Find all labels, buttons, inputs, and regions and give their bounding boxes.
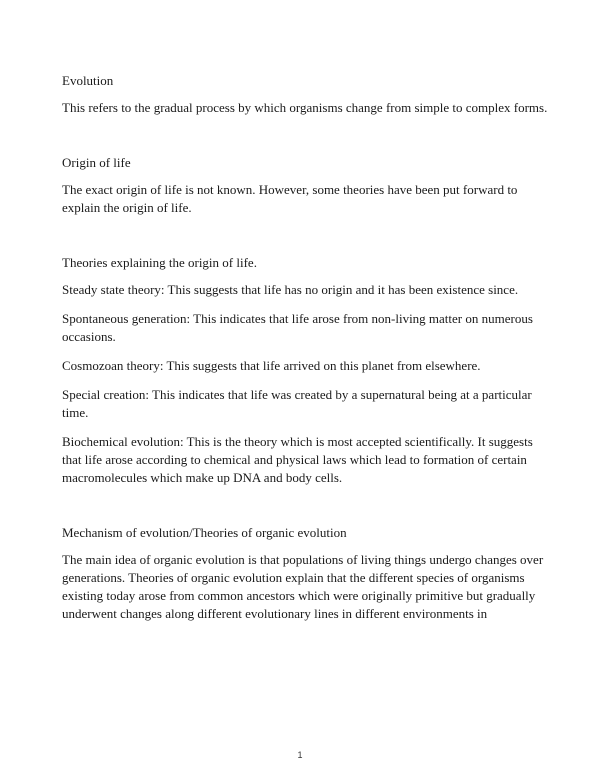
section-heading: Mechanism of evolution/Theories of organic evolution xyxy=(62,525,347,540)
paragraph-cosmozoan: Cosmozoan theory: This suggests that life arrived on this planet from elsewhere. xyxy=(62,358,481,373)
section-evolution xyxy=(62,72,548,117)
section-spacer xyxy=(62,498,548,524)
paragraph-steady-state: Steady state theory: This suggests that life has no origin and it has been existence since. xyxy=(62,282,519,297)
paragraph: The exact origin of life is not known. However, some theories have been put forward to explain the origin of life. xyxy=(62,182,518,215)
section-spacer xyxy=(62,128,548,154)
section-heading: Origin of life xyxy=(62,155,131,170)
paragraph-biochemical-evolution: Biochemical evolution: This is the theory which is most accepted scientifically. It suggests that life arose according to chemical and physical laws which lead to formation of certain macromolecules which make up DNA and body cells. xyxy=(62,434,533,485)
page-number: 1 xyxy=(297,750,303,760)
section-spacer xyxy=(62,228,548,254)
section-mechanism-of-evolution xyxy=(62,524,548,623)
paragraph-spontaneous-generation: Spontaneous generation: This indicates that life arose from non-living matter on numerous occasions. xyxy=(62,311,533,344)
paragraph: The main idea of organic evolution is that populations of living things undergo changes over generations. Theories of organic evolution explain that the different species of organisms existing today arose from common ancestors which were originally primitive but gradually underwent changes along different evolutionary lines in different environments in xyxy=(62,552,544,621)
document-page xyxy=(62,72,548,634)
paragraph: This refers to the gradual process by which organisms change from simple to complex forms. xyxy=(62,100,548,115)
section-heading: Theories explaining the origin of life. xyxy=(62,255,257,270)
section-heading: Evolution xyxy=(62,73,114,88)
section-theories-origin xyxy=(62,254,548,487)
section-origin-of-life xyxy=(62,154,548,217)
paragraph-special-creation: Special creation: This indicates that life was created by a supernatural being at a particular time. xyxy=(62,387,532,420)
